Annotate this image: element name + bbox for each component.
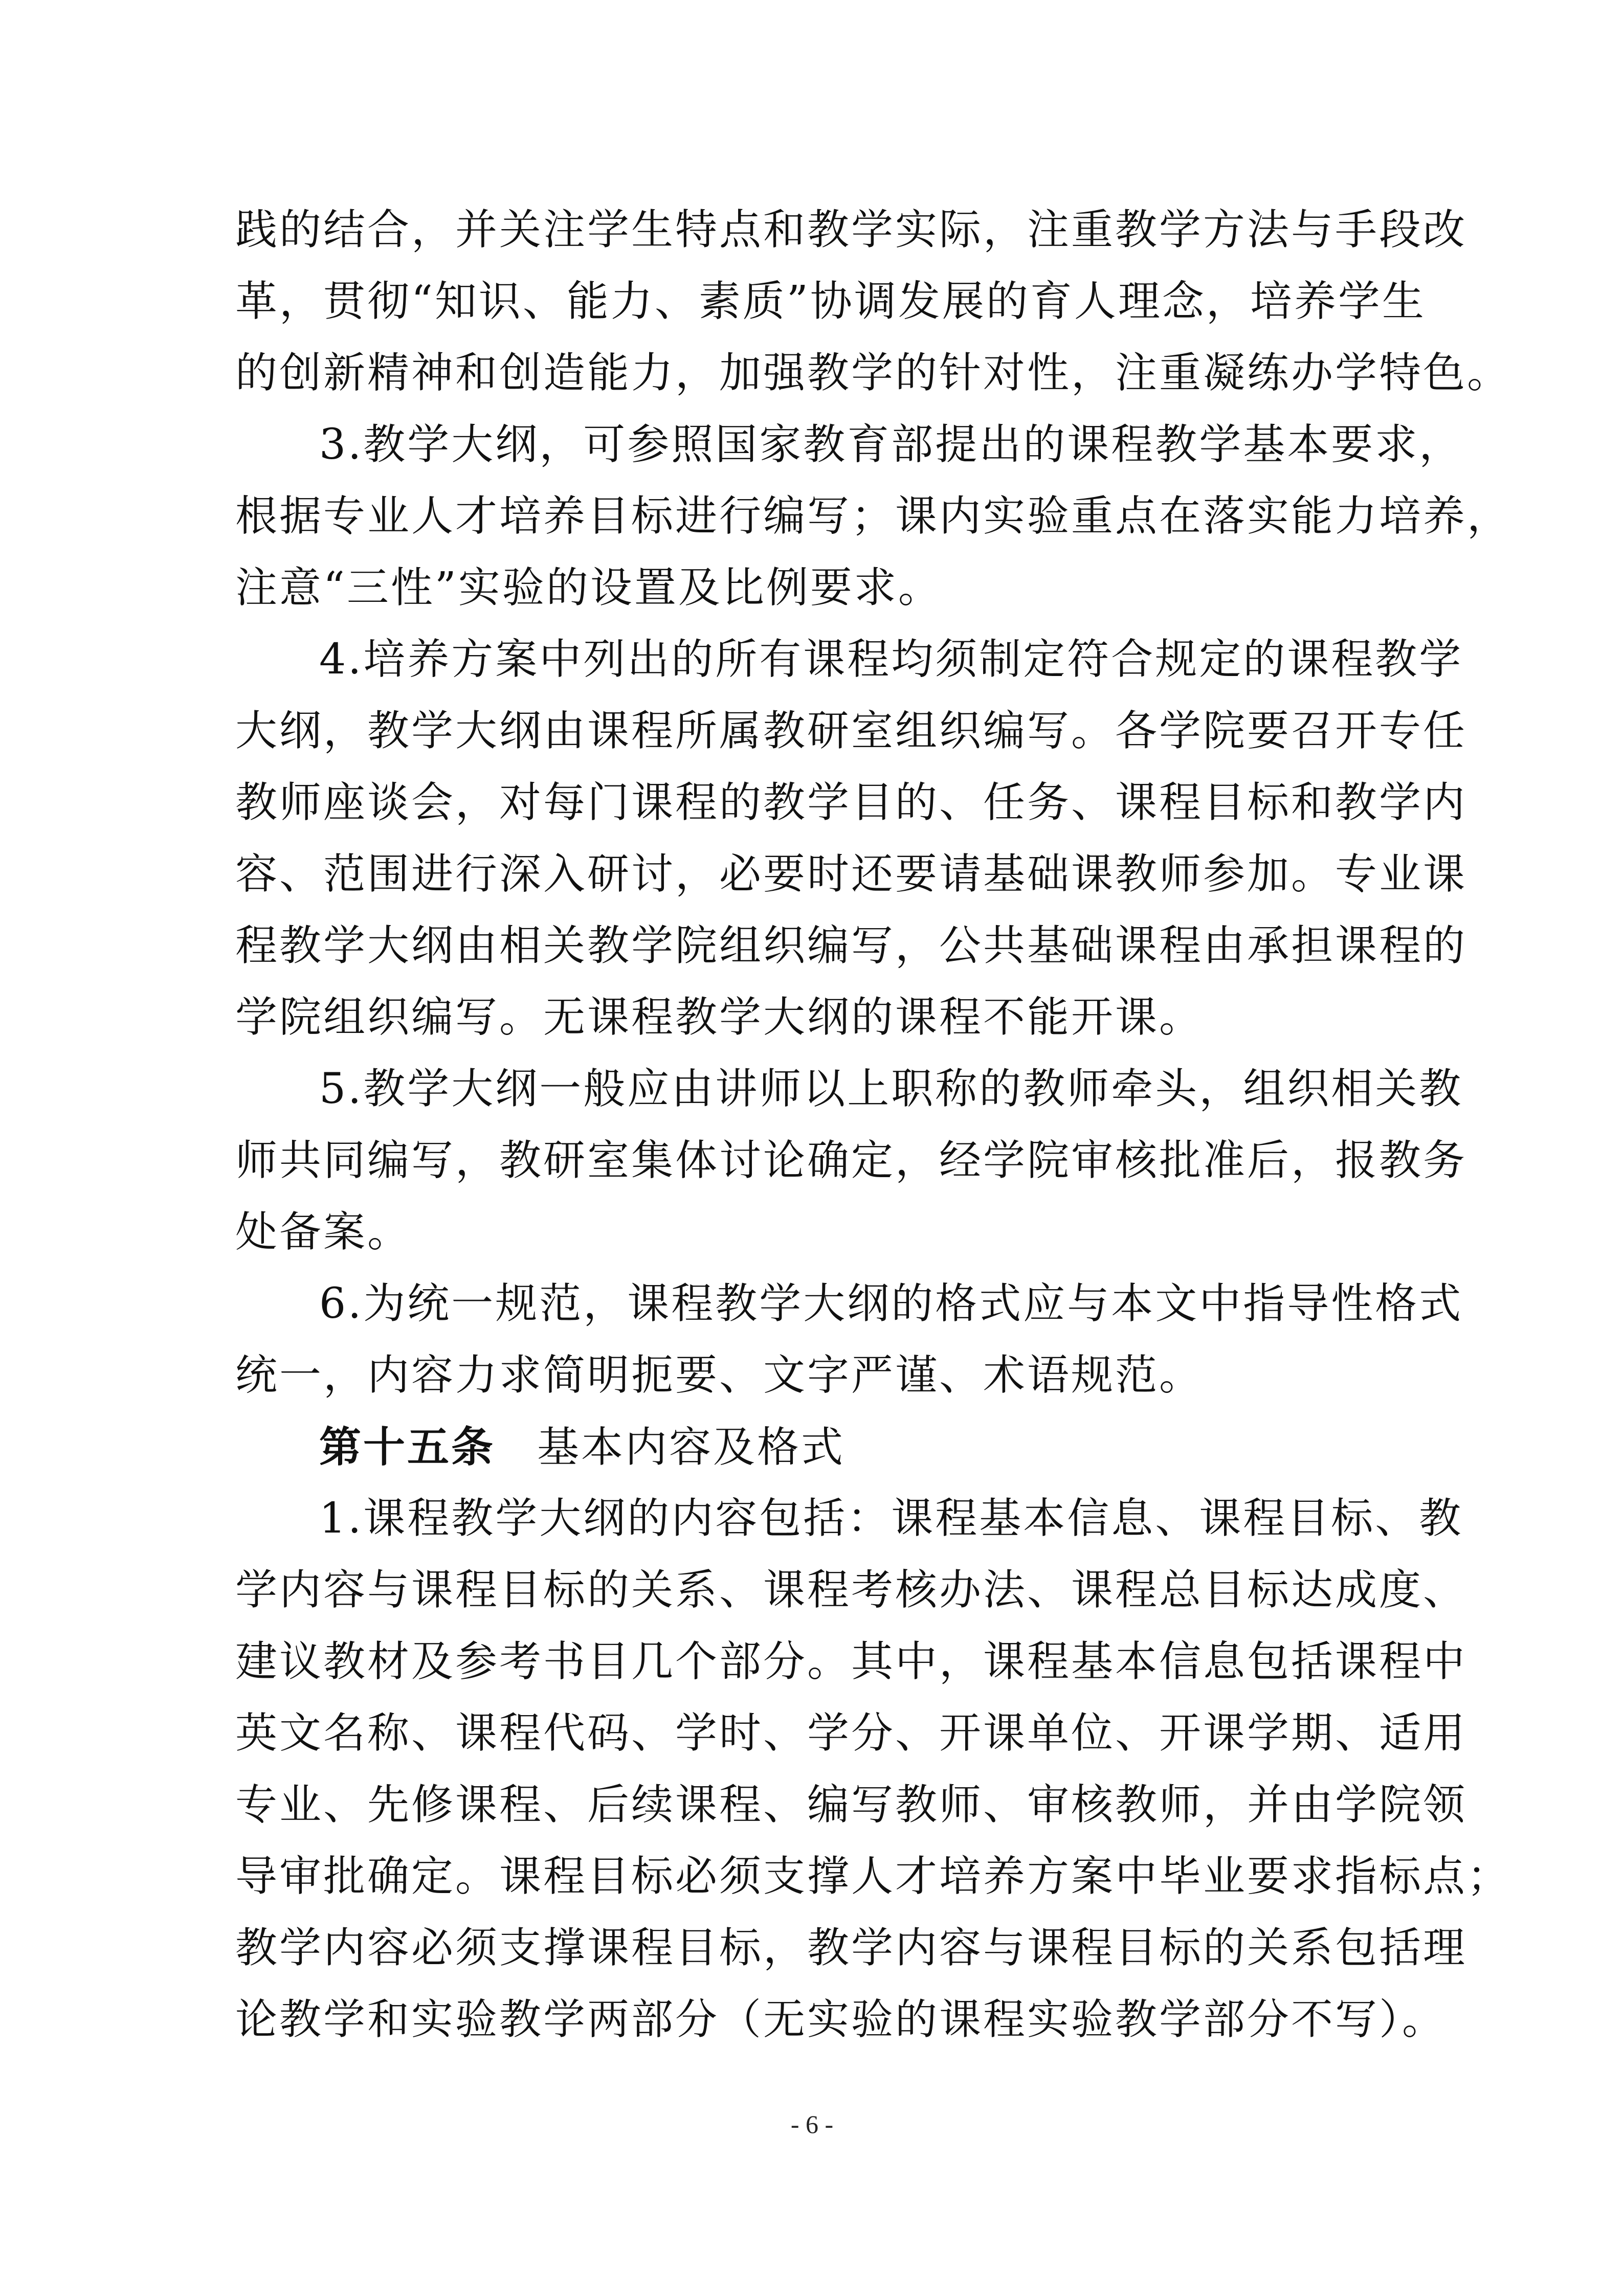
text-line: 学内容与课程目标的关系、课程考核办法、课程总目标达成度、 [235,1566,1467,1614]
text-line: 教学内容必须支撑课程目标，教学内容与课程目标的关系包括理 [235,1924,1467,1972]
text-line: 根据专业人才培养目标进行编写；课内实验重点在落实能力培养， [235,492,1511,541]
text-line: 建议教材及参考书目几个部分。其中，课程基本信息包括课程中 [235,1637,1467,1686]
text-line: 学院组织编写。无课程教学大纲的课程不能开课。 [235,993,1204,1042]
text-line: 论教学和实验教学两部分（无实验的课程实验教学部分不写）。 [235,1995,1447,2044]
text-line: 处备案。 [235,1208,412,1256]
text-line: 教师座谈会，对每门课程的教学目的、任务、课程目标和教学内 [235,778,1467,827]
text-line: 师共同编写，教研室集体讨论确定，经学院审核批准后，报教务 [235,1136,1467,1185]
paragraph-5-line: 5.教学大纲一般应由讲师以上职称的教师牵头，组织相关教 [319,1065,1463,1113]
paragraph-3-line: 3.教学大纲，可参照国家教育部提出的课程教学基本要求， [319,420,1463,469]
text-line: 的创新精神和创造能力，加强教学的针对性，注重凝练办学特色。 [235,349,1511,397]
paragraph-4-line: 4.培养方案中列出的所有课程均须制定符合规定的课程教学 [319,635,1463,684]
article-heading [235,1411,1396,1483]
text-line: 英文名称、课程代码、学时、学分、开课单位、开课学期、适用 [235,1709,1467,1758]
text-line: 导审批确定。课程目标必须支撑人才培养方案中毕业要求指标点； [235,1852,1511,1901]
text-line: 践的结合，并关注学生特点和教学实际，注重教学方法与手段改 [235,206,1467,254]
paragraph-6-line: 6.为统一规范，课程教学大纲的格式应与本文中指导性格式 [319,1279,1463,1328]
text-line: 大纲，教学大纲由课程所属教研室组织编写。各学院要召开专任 [235,707,1467,755]
text-line: 容、范围进行深入研讨，必要时还要请基础课教师参加。专业课 [235,850,1467,898]
page-number: - 6 - [790,2110,834,2139]
article-number: 第十五条 [319,1423,496,1472]
text-line: 革，贯彻“知识、能力、素质”协调发展的育人理念，培养学生 [235,277,1426,326]
text-line: 注意“三性”实验的设置及比例要求。 [235,564,942,612]
document-body [235,194,1511,2056]
text-line: 统一，内容力求简明扼要、文字严谨、术语规范。 [235,1351,1204,1400]
text-line: 专业、先修课程、后续课程、编写教师、审核教师，并由学院领 [235,1781,1467,1829]
paragraph-1-line: 1.课程教学大纲的内容包括：课程基本信息、课程目标、教 [319,1494,1463,1543]
article-title: 基本内容及格式 [537,1423,846,1472]
text-line: 程教学大纲由相关教学院组织编写，公共基础课程由承担课程的 [235,921,1467,970]
